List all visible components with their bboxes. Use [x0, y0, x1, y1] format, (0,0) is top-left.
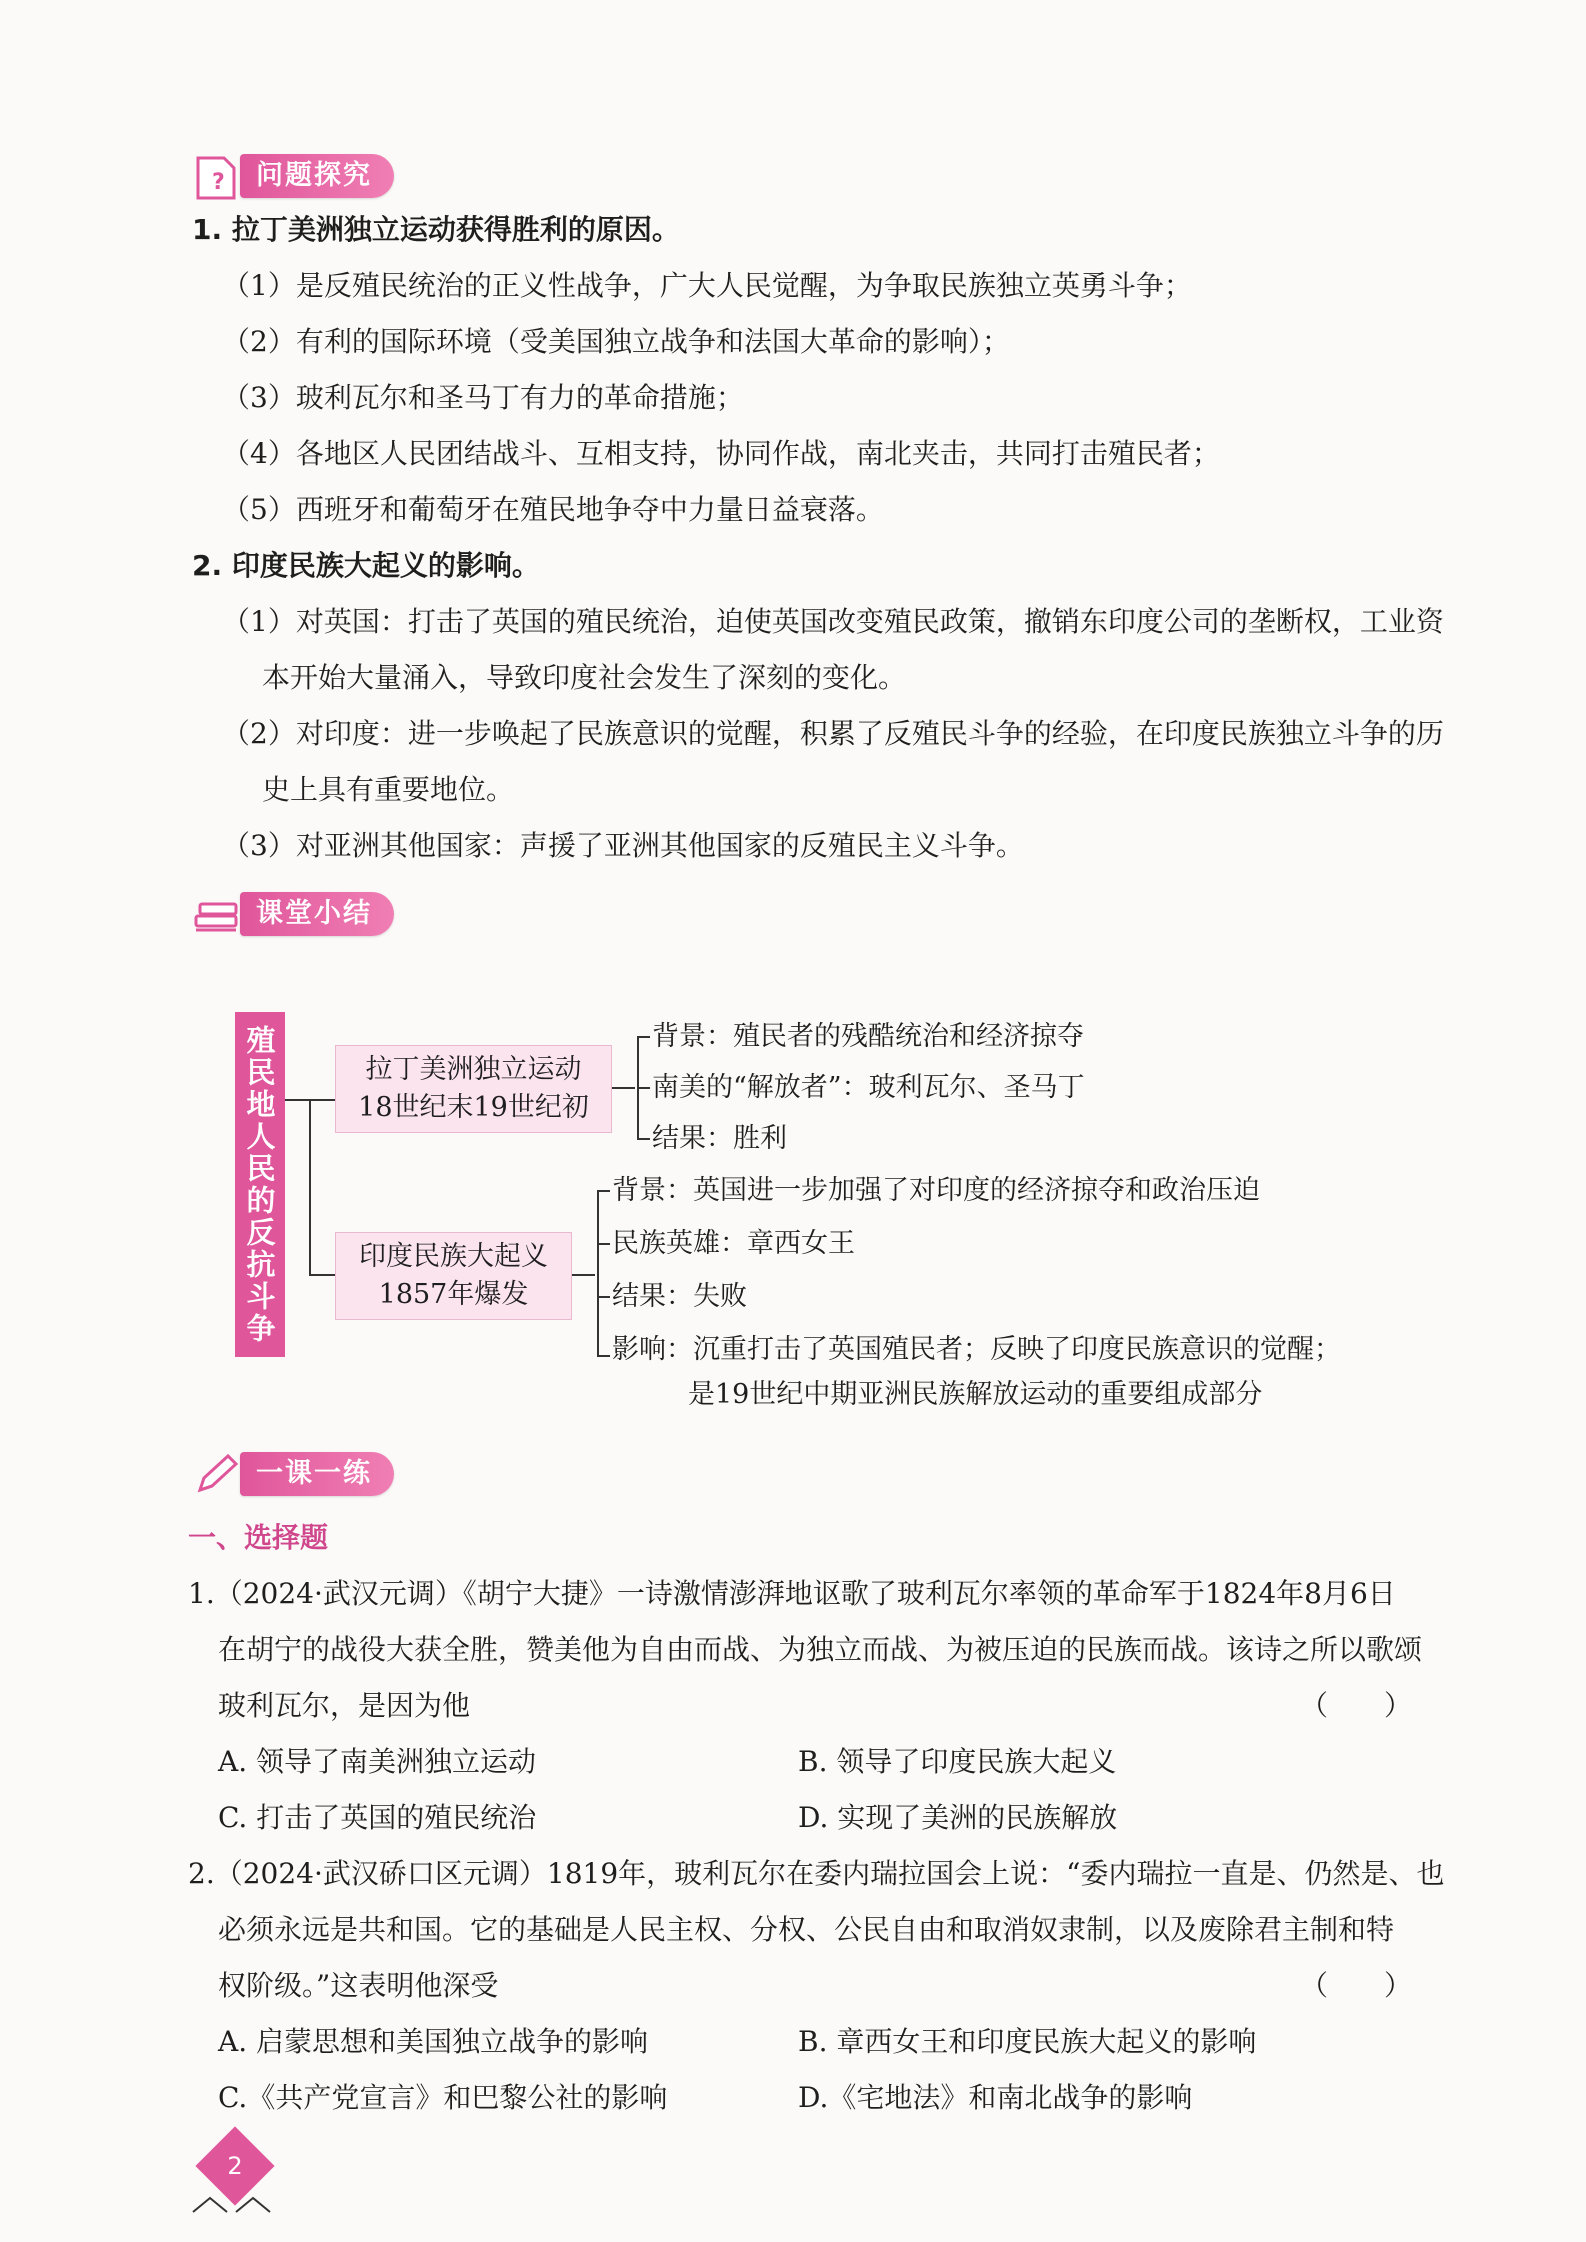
question-2-line: 权阶级。”这表明他深受	[218, 1969, 499, 2002]
option-a[interactable]: A. 领导了南美洲独立运动	[218, 1745, 537, 1778]
section-title-summary: 课堂小结	[240, 892, 394, 936]
mindmap-node-latin	[335, 1045, 612, 1133]
explore-q1-item: （1）是反殖民统治的正义性战争，广大人民觉醒，为争取民族独立英勇斗争；	[222, 269, 1192, 302]
answer-blank[interactable]: （ ）	[1300, 1969, 1413, 2002]
option-d[interactable]: D. 实现了美洲的民族解放	[798, 1801, 1118, 1834]
india-period: 1857年爆发	[378, 1279, 529, 1310]
india-branch: 影响：沉重打击了英国殖民者；反映了印度民族意识的觉醒；	[612, 1334, 1341, 1365]
explore-q1-item: （5）西班牙和葡萄牙在殖民地争夺中力量日益衰落。	[222, 493, 884, 526]
option-d[interactable]: D.《宅地法》和南北战争的影响	[798, 2081, 1193, 2114]
india-branch: 背景：英国进一步加强了对印度的经济掠夺和政治压迫	[612, 1175, 1260, 1206]
option-a[interactable]: A. 启蒙思想和美国独立战争的影响	[218, 2025, 649, 2058]
section-banner-practice	[190, 1448, 450, 1502]
latin-period: 18世纪末19世纪初	[358, 1092, 589, 1123]
explore-q2-title: 2. 印度民族大起义的影响。	[192, 549, 540, 582]
chevron-decoration-icon	[188, 2188, 278, 2218]
latin-branch: 南美的“解放者”：玻利瓦尔、圣马丁	[652, 1072, 1085, 1103]
latin-title: 拉丁美洲独立运动	[365, 1054, 582, 1085]
explore-q1-title: 1. 拉丁美洲独立运动获得胜利的原因。	[192, 213, 680, 246]
explore-q1-item: （3）玻利瓦尔和圣马丁有力的革命措施；	[222, 381, 744, 414]
question-1-line: 1.（2024·武汉元调）《胡宁大捷》一诗激情澎湃地讴歌了玻利瓦尔率领的革命军于1824年8月6日	[188, 1577, 1396, 1610]
explore-q2-item: （2）对印度：进一步唤起了民族意识的觉醒，积累了反殖民斗争的经验，在印度民族独立斗争的历	[222, 717, 1444, 750]
practice-subtitle: 一、选择题	[188, 1521, 329, 1554]
mindmap-root: 殖民地人民的反抗斗争	[235, 1012, 285, 1357]
pencil-icon	[190, 1450, 246, 1500]
answer-blank[interactable]: （ ）	[1300, 1689, 1413, 1722]
question-1-line: 在胡宁的战役大获全胜，赞美他为自由而战、为独立而战、为被压迫的民族而战。该诗之所以歌颂	[218, 1633, 1423, 1666]
latin-branch: 结果：胜利	[652, 1123, 787, 1154]
section-title-practice: 一课一练	[240, 1452, 394, 1496]
india-branch: 结果：失败	[612, 1281, 747, 1312]
explore-q2-item: （3）对亚洲其他国家：声援了亚洲其他国家的反殖民主义斗争。	[222, 829, 1024, 862]
option-c[interactable]: C.《共产党宣言》和巴黎公社的影响	[218, 2081, 668, 2114]
section-title-explore: 问题探究	[240, 154, 394, 198]
india-branch: 民族英雄：章西女王	[612, 1228, 855, 1259]
explore-q2-item: 本开始大量涌入，导致印度社会发生了深刻的变化。	[262, 661, 907, 694]
latin-branch: 背景：殖民者的残酷统治和经济掠夺	[652, 1021, 1084, 1052]
option-c[interactable]: C. 打击了英国的殖民统治	[218, 1801, 537, 1834]
svg-text:?: ?	[212, 170, 225, 195]
question-1-line: 玻利瓦尔，是因为他	[218, 1689, 471, 1722]
explore-q1-item: （2）有利的国际环境（受美国独立战争和法国大革命的影响）；	[222, 325, 1010, 358]
option-b[interactable]: B. 领导了印度民族大起义	[798, 1745, 1117, 1778]
question-2-line: 2.（2024·武汉硚口区元调）1819年，玻利瓦尔在委内瑞拉国会上说：“委内瑞拉一直是、仍然是、也	[188, 1857, 1445, 1890]
explore-q1-item: （4）各地区人民团结战斗、互相支持，协同作战，南北夹击，共同打击殖民者；	[222, 437, 1220, 470]
explore-q2-item: （1）对英国：打击了英国的殖民统治，迫使英国改变殖民政策，撤销东印度公司的垄断权，工业资	[222, 605, 1444, 638]
india-branch-cont: 是19世纪中期亚洲民族解放运动的重要组成部分	[688, 1379, 1263, 1410]
option-b[interactable]: B. 章西女王和印度民族大起义的影响	[798, 2025, 1257, 2058]
mindmap-node-india	[335, 1232, 572, 1320]
india-title: 印度民族大起义	[359, 1241, 548, 1272]
question-2-line: 必须永远是共和国。它的基础是人民主权、分权、公民自由和取消奴隶制，以及废除君主制和特	[218, 1913, 1395, 1946]
explore-q2-item: 史上具有重要地位。	[262, 773, 515, 806]
page-number: 2	[227, 2152, 243, 2180]
